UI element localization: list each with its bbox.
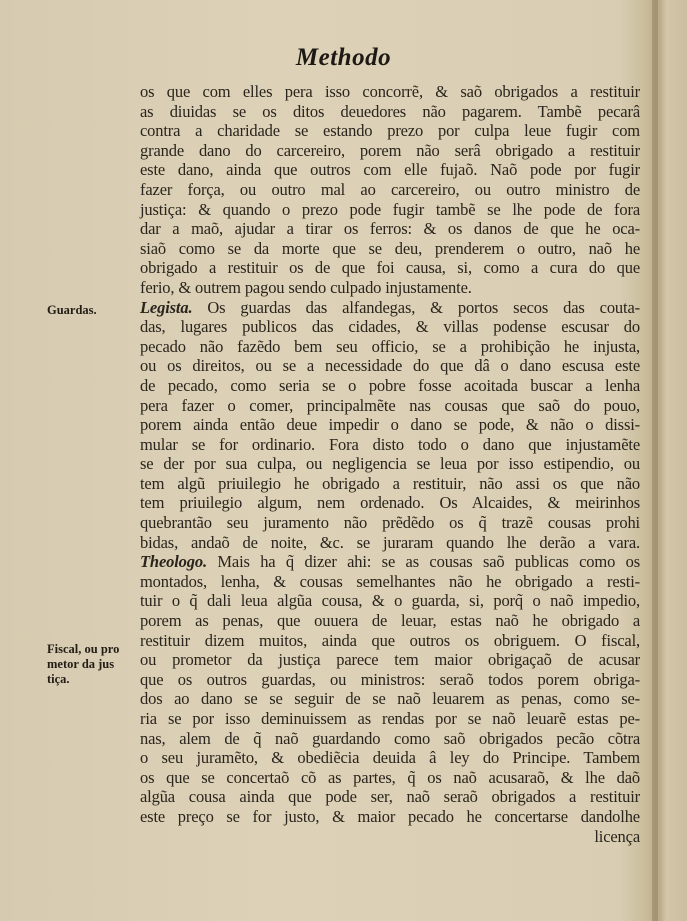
main-text-block [140,82,640,846]
line-text: que os outros guardas, ou ministros: seraõ todos porem obriga- [140,669,640,689]
margin-note-line: Fiscal, ou pro [47,642,120,656]
line-text: das, lugares publicos das cidades, & villas podense escusar do [140,317,640,337]
text-line [140,768,640,788]
line-text: tem algũ priuilegio he obrigado a restituir, não assi os que não [140,473,640,493]
margin-note-guardas [47,303,97,318]
text-line [140,258,640,278]
line-text: ria se por isso deminuissem as rendas por se naõ leuarẽ estas pe- [140,709,640,728]
margin-note-line: metor da jus [47,657,115,671]
line-text: contra a charidade se estando prezo por culpa leue fugir com [140,121,640,141]
line-text: pecado não fazẽdo bem seu officio, se a prohibição he injusta, [140,336,640,356]
text-line [140,454,640,474]
text-line [140,356,640,376]
line-text: justiça: & quando o prezo pode fugir tambẽ se lhe pode de fora [140,199,640,219]
line-text: tuir o q̃ dali leua algũa cousa, & o guarda, si, porq̃ o naõ impedio, [140,591,640,611]
page-gutter-shadow [652,0,658,921]
line-text: bidas, andaõ de noite, &c. se juraram quando lhe derão a vara. [140,532,640,552]
catchword: licença [594,826,640,846]
line-text: obrigado a restituir os de que foi causa, si, como a cura do que [140,258,640,278]
line-text: de pecado, como seria se o pobre fosse acoitada buscar a lenha [140,375,640,395]
line-text: fazer força, ou outro mal ao carcereiro, ou outro ministro de [140,179,640,199]
line-text: porem as penas, que ouuera de leuar, estas naõ he obrigado a [140,611,640,631]
text-line [140,219,640,239]
text-line [140,435,640,455]
text-line [140,337,640,357]
line-text: dos ao dano se se seguir de se naõ leuarem as penas, como se- [140,689,640,709]
line-text: siaõ como se da morte que se deu, prenderem o outro, naõ he [140,238,640,258]
text-line [140,591,640,611]
text-line [140,689,640,709]
text-line [140,513,640,533]
text-line [140,160,640,180]
text-line [140,298,640,318]
line-text: ferio, & outrem pagou sendo culpado injustamente. [140,277,472,297]
text-line [140,748,640,768]
text-line [140,807,640,827]
text-line [140,611,640,631]
text-line [140,729,640,749]
line-text: este preço se for justo, & maior pecado he concertarse dandolhe [140,806,640,826]
line-text: pera fazer o comer, principalmẽte nas cousas que saõ do pouo, [140,395,640,415]
line-text: montados, lenha, & cousas semelhantes não he obrigado a resti- [140,571,640,591]
line-text: quebrantão seu juramento não prẽdẽdo os q̃ trazẽ cousas prohi [140,513,640,533]
line-text: Mais ha q̃ dizer ahi: se as cousas saõ publicas como os [206,552,640,572]
line-text: mular se for ordinario. Fora disto todo o dano que injustamẽte [140,434,640,454]
text-line [140,572,640,592]
text-line [140,239,640,259]
text-line [140,376,640,396]
text-line [140,141,640,161]
text-line [140,650,640,670]
line-text: ou os direitos, ou se a necessidade do que dâ o dano escusa este [140,356,640,376]
line-text: dar a maõ, ajudar a tirar os ferros: & os danos de que he oca- [140,219,640,239]
line-text: o seu juramẽto, & obediẽcia deuida â ley do Principe. Tambem [140,748,640,768]
line-text: algũa cousa ainda que pode ser, naõ seraõ obrigados a restituir [140,787,640,807]
line-text: Os guardas das alfandegas, & portos secos das couta- [192,297,640,317]
line-text: tem priuilegio algum, nem ordenado. Os Alcaides, & meirinhos [140,493,640,513]
line-text: os que com elles pera isso concorrẽ, & saõ obrigados a restituir [140,82,640,101]
speaker-label: Theologo. [140,552,207,572]
text-line [140,396,640,416]
text-line [140,709,640,729]
text-line [140,552,640,572]
text-line [140,121,640,141]
text-line [140,82,640,102]
text-line [140,493,640,513]
text-line [140,533,640,553]
text-line [140,474,640,494]
line-text: as diuidas se os ditos deuedores não pagarem. Tambẽ pecarâ [140,101,640,121]
text-line [140,180,640,200]
line-text: porem ainda então deue impedir o dano se pode, & não o dissi- [140,415,640,435]
text-line [140,102,640,122]
line-text: grande dano do carcereiro, porem não serâ obrigado a restituir [140,140,640,160]
line-text: nas, alem de q̃ naõ guardando como saõ obrigados pecão cõtra [140,728,640,748]
margin-note-line: Guardas. [47,303,97,317]
running-title: Methodo [295,44,392,71]
text-line [140,787,640,807]
line-text: ou prometor da justiça parece tem maior obrigaçaõ de acusar [140,650,640,670]
text-line [140,317,640,337]
line-text: os que se concertaõ cõ as partes, q̃ os naõ acusaraõ, & lhe daõ [140,767,640,787]
margin-note-line: tiça. [47,672,70,686]
line-text: este dano, ainda que outros com elle fujaõ. Naõ pode por fugir [140,160,640,180]
speaker-label: Legista. [140,297,193,317]
text-line [140,278,640,298]
text-line [140,415,640,435]
line-text: se der por sua culpa, ou negligencia se leua por isso estipendio, ou [140,454,640,474]
text-line [140,631,640,651]
margin-note-fiscal [47,642,119,687]
text-line [140,670,640,690]
line-text: restituir dizem muitos, ainda que outros os obriguem. O fiscal, [140,630,640,650]
text-line [140,200,640,220]
